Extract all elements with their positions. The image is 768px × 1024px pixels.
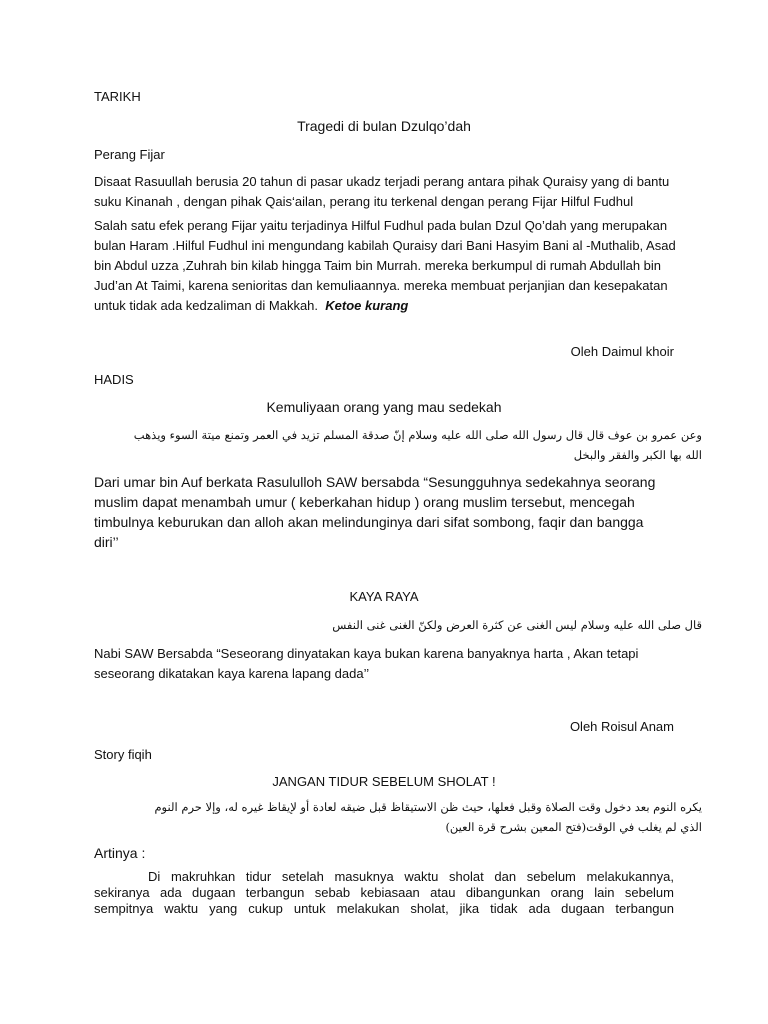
- author-daimul-khoir: Oleh Daimul khoir: [570, 344, 674, 359]
- text-line: timbulnya keburukan dan alloh akan melindunginya dari sifat sombong, faqir dan bangga: [94, 514, 644, 530]
- arabic-hadith-sedekah: [80, 425, 702, 465]
- author-roisul-anam: Oleh Roisul Anam: [569, 719, 674, 734]
- text-line: suku Kinanah , dengan pihak Qais‘ailan, perang itu terkenal dengan perang Fijar Hilful Fudhul: [94, 194, 634, 209]
- paragraph-artinya: [94, 869, 674, 917]
- article-title-tragedi: Tragedi di bulan Dzulqo’dah: [297, 118, 471, 134]
- article-title-jangan-tidur: JANGAN TIDUR SEBELUM SHOLAT !: [272, 774, 496, 789]
- text-line: bin Abdul uzza ,Zuhrah bin kilab hingga Taim bin Murrah. mereka berkumpul di rumah Abdullah bin: [94, 258, 662, 273]
- text-line-end: untuk tidak ada kedzaliman di Makkah.: [94, 298, 319, 313]
- text-line: [94, 296, 676, 316]
- text-line: sekiranya ada dugaan terbangun sebab kebiasaan atau dibangunkan orang lain sebelum: [94, 885, 674, 900]
- arabic-line: وعن عمرو بن عوف قال قال رسول الله صلى الله عليه وسلام إنّ صدقة المسلم تزيد في العمر وتمنع ميتة السوء ويذهب: [133, 428, 702, 442]
- section-label-story-fiqih: Story fiqih: [94, 747, 152, 762]
- article-title-sedekah: Kemuliyaan orang yang mau sedekah: [266, 399, 502, 415]
- section-label-tarikh: TARIKH: [94, 89, 141, 104]
- text-line: Jud’an At Taimi, karena senioritas dan kemuliaannya. mereka membuat perjanjian dan kesepakatan: [94, 278, 668, 293]
- text-line: Di makruhkan tidur setelah masuknya waktu sholat dan sebelum melakukannya,: [148, 869, 674, 884]
- artinya-label: Artinya :: [94, 845, 146, 861]
- text-line: muslim dapat menambah umur ( keberkahan hidup ) orang muslim tersebut, mencegah: [94, 494, 635, 510]
- text-line: sempitnya waktu yang cukup untuk melakukan sholat, jika tidak ada dugaan terbangun: [94, 901, 674, 916]
- text-line: seseorang dikatakan kaya karena lapang dada’’: [94, 666, 370, 681]
- paragraph-disaat: [94, 172, 669, 212]
- subtitle-perang-fijar: Perang Fijar: [94, 147, 165, 162]
- arabic-line: الله بها الكبر والفقر والبخل: [573, 448, 702, 462]
- section-label-hadis: HADIS: [94, 372, 134, 387]
- text-line: Salah satu efek perang Fijar yaitu terjadinya Hilful Fudhul pada bulan Dzul Qo’dah yang merupakan: [94, 218, 668, 233]
- text-line: Disaat Rasuullah berusia 20 tahun di pasar ukadz terjadi perang antara pihak Quraisy yang di bantu: [94, 174, 670, 189]
- text-line: Dari umar bin Auf berkata Rasululloh SAW bersabda “Sesungguhnya sedekahnya seorang: [94, 474, 656, 490]
- paragraph-salah-satu: [94, 216, 676, 316]
- paragraph-kaya-translation: [94, 644, 638, 684]
- arabic-fiqh-text: [80, 797, 702, 837]
- emphasis-note: Ketoe kurang: [325, 298, 409, 313]
- article-title-kaya-raya: KAYA RAYA: [349, 589, 419, 604]
- arabic-line: يكره النوم بعد دخول وقت الصلاة وقبل فعلها، حيث ظن الاستيقاظ قبل ضيقه لعادة أو لإيقاظ غيره له، وإلا حرم النوم: [154, 800, 702, 814]
- text-line: diri’’: [94, 534, 119, 550]
- text-line: bulan Haram .Hilful Fudhul ini mengundang kabilah Quraisy dari Bani Hasyim Bani al -Muthalib, Asad: [94, 238, 676, 253]
- paragraph-hadith-translation: [94, 472, 655, 552]
- arabic-hadith-kaya: قال صلى الله عليه وسلام ليس الغنى عن كثرة العرض ولكنّ الغنى غنى النفس: [332, 618, 702, 632]
- text-line: Nabi SAW Bersabda “Seseorang dinyatakan kaya bukan karena banyaknya harta , Akan tetapi: [94, 646, 639, 661]
- arabic-line: الذي لم يغلب في الوقت(فتح المعين بشرح قرة العين): [445, 820, 702, 834]
